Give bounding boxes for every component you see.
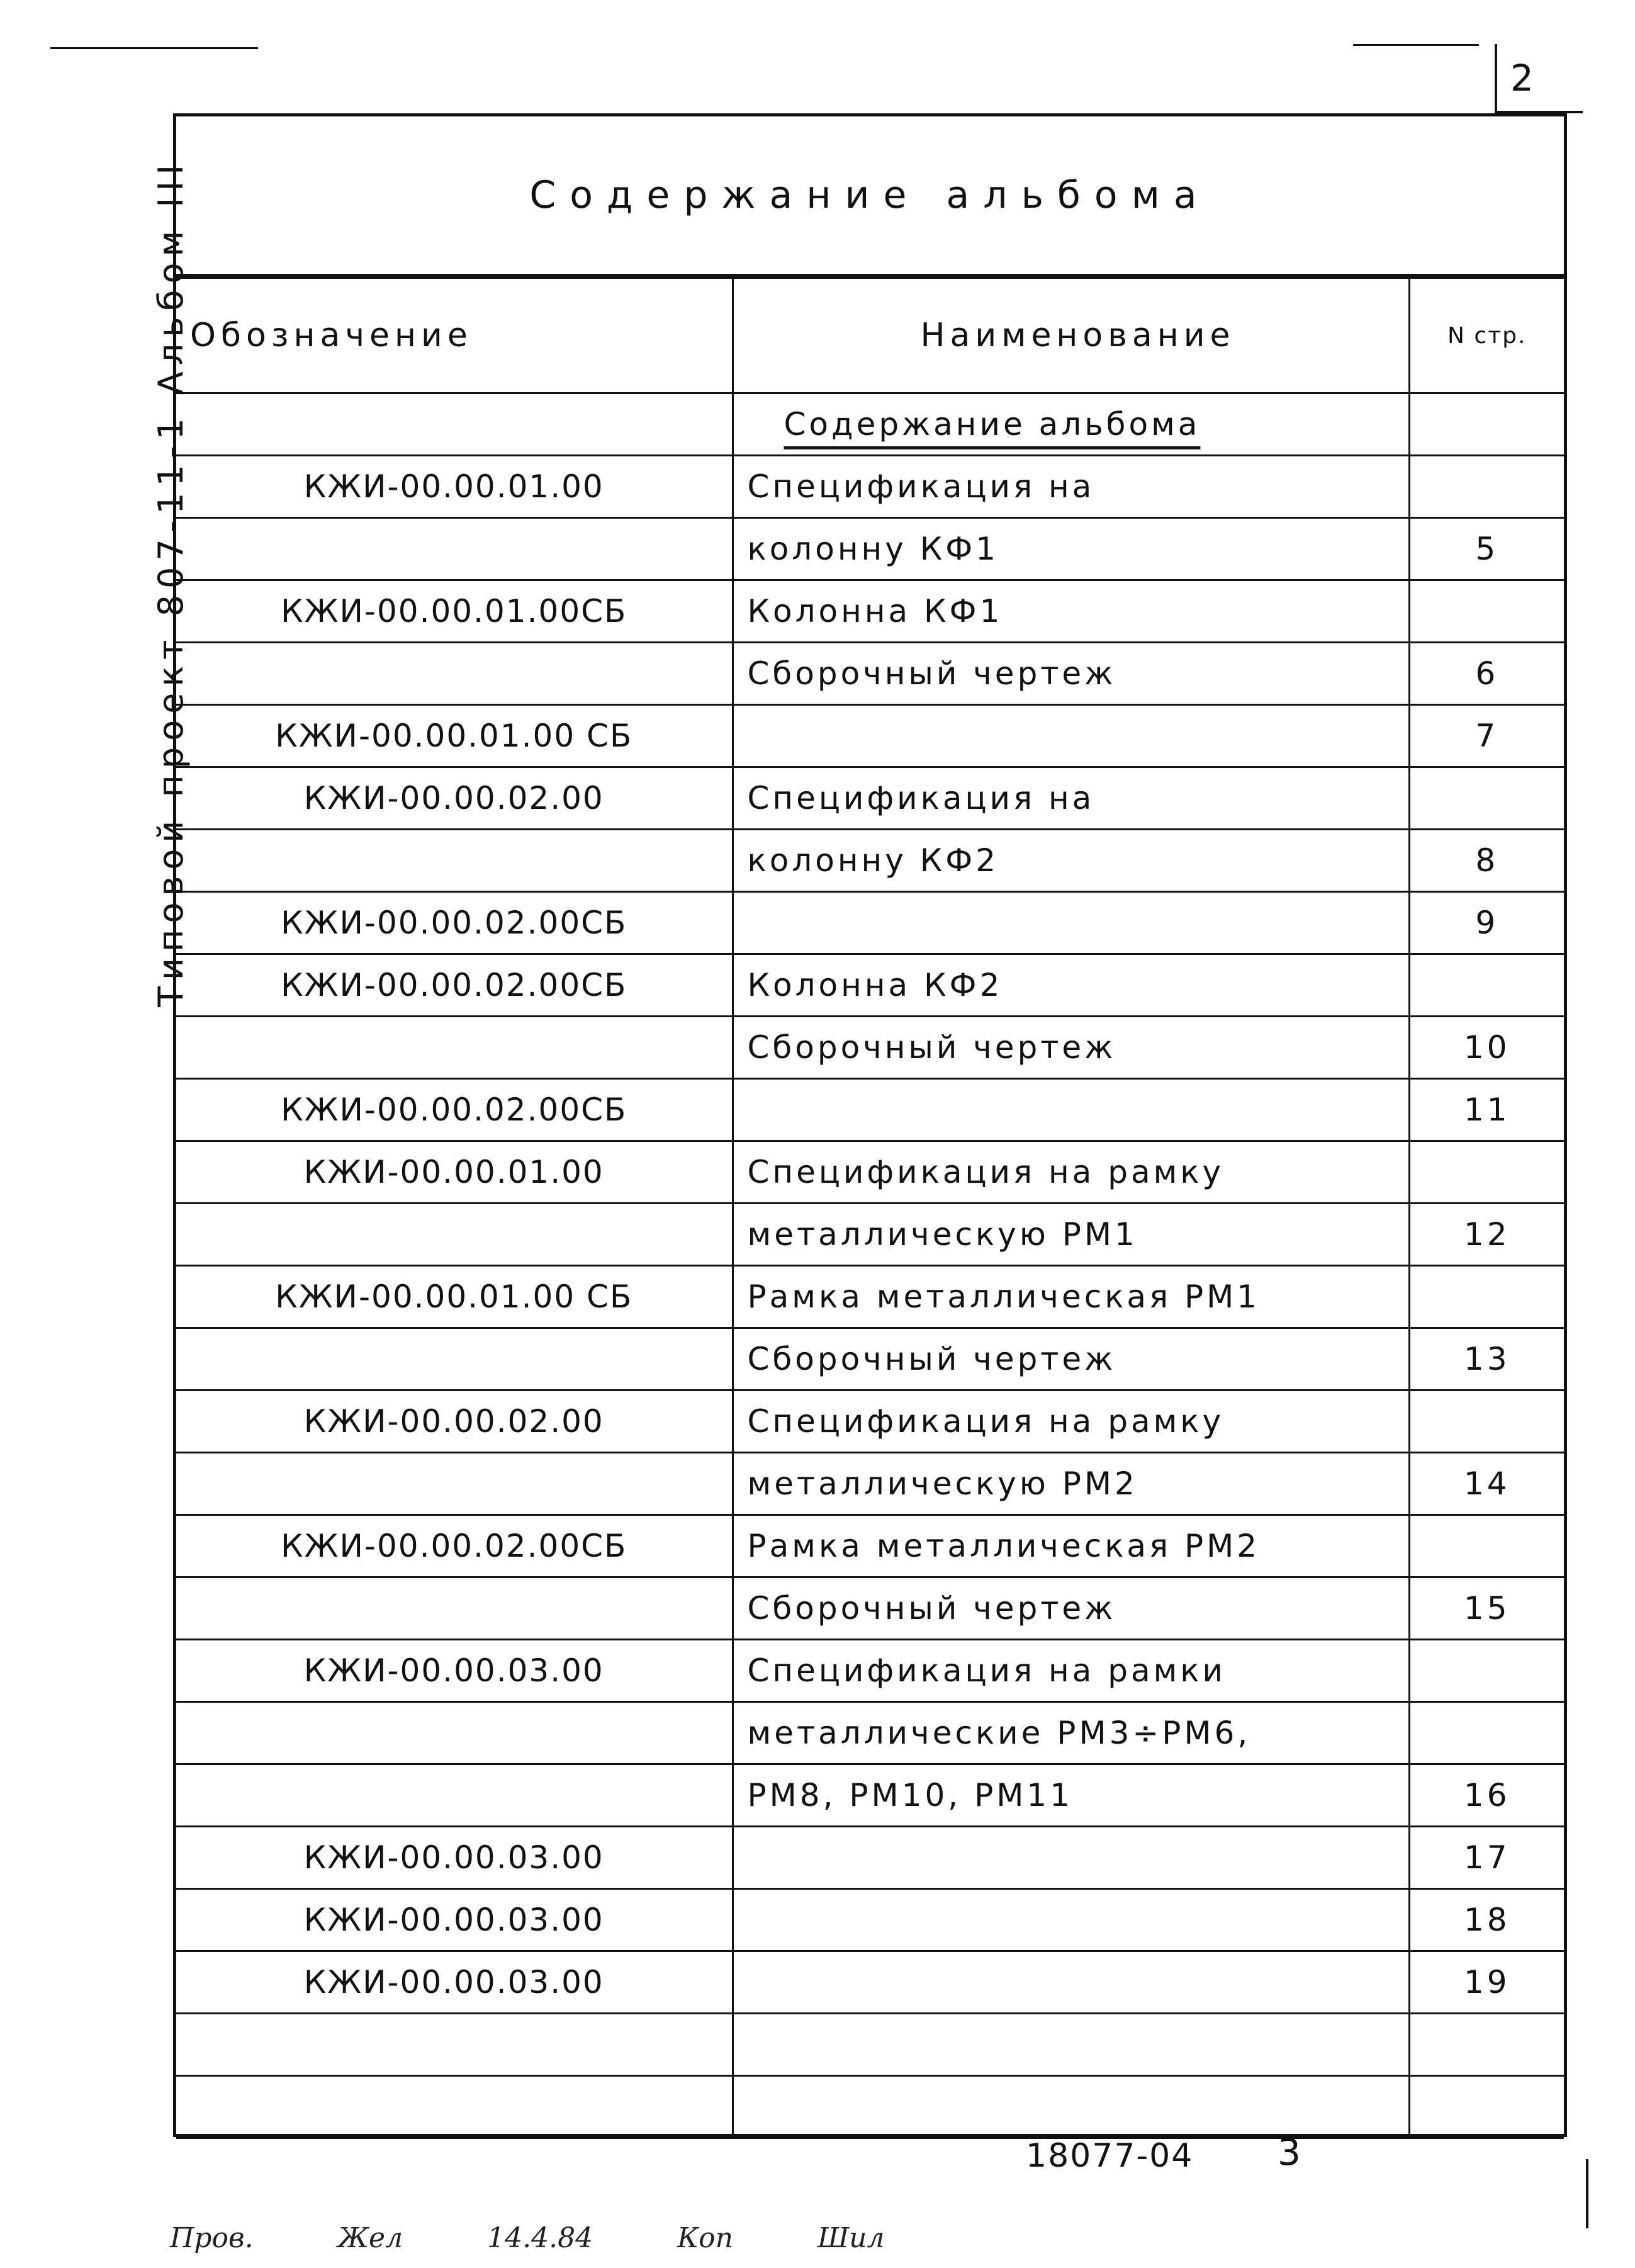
row-designation <box>176 1577 733 1640</box>
row-name: Спецификация на рамку <box>733 1391 1409 1453</box>
row-name: металлические РМ3÷РМ6, <box>733 1702 1409 1764</box>
designation-column-header: Обозначение <box>176 278 733 393</box>
row-designation <box>176 1328 733 1391</box>
row-name <box>733 2076 1409 2138</box>
row-designation <box>176 2014 733 2076</box>
row-name: Сборочный чертеж <box>733 1017 1409 1079</box>
row-name <box>733 1889 1409 1951</box>
table-row <box>176 1577 1564 1640</box>
signature-role: Коп <box>677 2222 733 2254</box>
table-row <box>176 1266 1564 1328</box>
row-page <box>1409 1266 1564 1328</box>
row-name: Сборочный чертеж <box>733 1328 1409 1391</box>
row-page: 15 <box>1409 1577 1564 1640</box>
signature-date: 14.4.84 <box>487 2222 593 2254</box>
table-row <box>176 1702 1564 1764</box>
table-row <box>176 393 1564 456</box>
row-name: Сборочный чертеж <box>733 643 1409 705</box>
row-designation <box>176 393 733 456</box>
table-row <box>176 456 1564 518</box>
row-page <box>1409 1391 1564 1453</box>
row-page <box>1409 767 1564 830</box>
table-row <box>176 1453 1564 1515</box>
row-name: Спецификация на <box>733 456 1409 518</box>
table-row <box>176 1017 1564 1079</box>
row-page: 17 <box>1409 1827 1564 1889</box>
row-designation <box>176 1702 733 1764</box>
row-designation: КЖИ-00.00.02.00СБ <box>176 1515 733 1577</box>
row-designation <box>176 1204 733 1266</box>
row-page <box>1409 2076 1564 2138</box>
row-page <box>1409 580 1564 643</box>
row-name: РМ8, РМ10, РМ11 <box>733 1764 1409 1827</box>
row-name <box>733 892 1409 954</box>
row-name: колонну КФ2 <box>733 830 1409 892</box>
document-code: 18077-04 <box>1026 2137 1194 2175</box>
row-designation <box>176 1764 733 1827</box>
signature-block <box>170 2222 960 2254</box>
row-designation <box>176 830 733 892</box>
table-row <box>176 1141 1564 1204</box>
row-name: Колонна КФ2 <box>733 954 1409 1017</box>
row-designation: КЖИ-00.00.03.00 <box>176 1889 733 1951</box>
row-designation: КЖИ-00.00.01.00 <box>176 1141 733 1204</box>
contents-sheet <box>173 113 1567 2137</box>
row-designation: КЖИ-00.00.02.00СБ <box>176 954 733 1017</box>
page-number: 2 <box>1510 57 1534 99</box>
row-page: 6 <box>1409 643 1564 705</box>
row-designation: КЖИ-00.00.01.00СБ <box>176 580 733 643</box>
table-row <box>176 767 1564 830</box>
page-number-frame-left <box>1495 44 1497 113</box>
row-page: 10 <box>1409 1017 1564 1079</box>
row-page <box>1409 393 1564 456</box>
row-name: металлическую РМ1 <box>733 1204 1409 1266</box>
album-side-label: Типовой проект 807-11-1 Альбом III <box>151 158 191 1007</box>
signature-role: Пров. <box>170 2222 254 2254</box>
table-row <box>176 954 1564 1017</box>
row-name: Рамка металлическая РМ2 <box>733 1515 1409 1577</box>
table-header-row <box>176 278 1564 393</box>
table-row <box>176 1827 1564 1889</box>
row-designation: КЖИ-00.00.01.00 СБ <box>176 705 733 767</box>
page-title: Содержание альбома <box>176 116 1564 277</box>
row-name <box>733 1951 1409 2014</box>
table-row <box>176 1391 1564 1453</box>
row-designation <box>176 518 733 580</box>
row-name: колонну КФ1 <box>733 518 1409 580</box>
row-designation <box>176 643 733 705</box>
table-row <box>176 1515 1564 1577</box>
row-name <box>733 2014 1409 2076</box>
table-row <box>176 705 1564 767</box>
row-designation <box>176 1453 733 1515</box>
row-name: Спецификация на рамку <box>733 1141 1409 1204</box>
row-page <box>1409 1640 1564 1702</box>
row-name: Содержание альбома <box>733 393 1409 456</box>
row-designation <box>176 1017 733 1079</box>
row-page: 7 <box>1409 705 1564 767</box>
row-page: 9 <box>1409 892 1564 954</box>
table-row <box>176 2014 1564 2076</box>
row-name: Сборочный чертеж <box>733 1577 1409 1640</box>
row-designation: КЖИ-00.00.03.00 <box>176 1640 733 1702</box>
row-name: металлическую РМ2 <box>733 1453 1409 1515</box>
row-designation: КЖИ-00.00.02.00 <box>176 767 733 830</box>
row-designation <box>176 2076 733 2138</box>
row-page: 18 <box>1409 1889 1564 1951</box>
row-page <box>1409 1515 1564 1577</box>
row-name: Колонна КФ1 <box>733 580 1409 643</box>
row-page: 11 <box>1409 1079 1564 1141</box>
table-row <box>176 1079 1564 1141</box>
table-row <box>176 518 1564 580</box>
name-column-header: Наименование <box>733 278 1409 393</box>
table-row <box>176 1951 1564 2014</box>
row-page <box>1409 1702 1564 1764</box>
row-page: 8 <box>1409 830 1564 892</box>
row-page: 13 <box>1409 1328 1564 1391</box>
signature-name: Шил <box>817 2222 885 2254</box>
table-row <box>176 1640 1564 1702</box>
page-column-header: N стр. <box>1409 278 1564 393</box>
row-page: 19 <box>1409 1951 1564 2014</box>
row-page <box>1409 954 1564 1017</box>
table-row <box>176 580 1564 643</box>
right-edge-mark <box>1586 2159 1588 2228</box>
table-row <box>176 2076 1564 2138</box>
row-designation: КЖИ-00.00.01.00 СБ <box>176 1266 733 1328</box>
contents-table <box>176 277 1564 2139</box>
sheet-number: 3 <box>1278 2131 1301 2174</box>
row-designation: КЖИ-00.00.02.00СБ <box>176 1079 733 1141</box>
row-name <box>733 1079 1409 1141</box>
row-designation: КЖИ-00.00.03.00 <box>176 1827 733 1889</box>
table-row <box>176 1764 1564 1827</box>
row-designation: КЖИ-00.00.02.00 <box>176 1391 733 1453</box>
row-page <box>1409 2014 1564 2076</box>
top-rule-right <box>1353 44 1479 46</box>
row-name: Спецификация на рамки <box>733 1640 1409 1702</box>
row-name: Рамка металлическая РМ1 <box>733 1266 1409 1328</box>
row-name <box>733 705 1409 767</box>
row-page: 16 <box>1409 1764 1564 1827</box>
row-designation: КЖИ-00.00.02.00СБ <box>176 892 733 954</box>
top-rule-left <box>50 47 258 49</box>
row-page: 14 <box>1409 1453 1564 1515</box>
row-designation: КЖИ-00.00.01.00 <box>176 456 733 518</box>
row-designation: КЖИ-00.00.03.00 <box>176 1951 733 2014</box>
row-page <box>1409 1141 1564 1204</box>
table-row <box>176 830 1564 892</box>
row-name: Спецификация на <box>733 767 1409 830</box>
table-row <box>176 1889 1564 1951</box>
row-page: 5 <box>1409 518 1564 580</box>
table-row <box>176 643 1564 705</box>
row-page <box>1409 456 1564 518</box>
table-row <box>176 892 1564 954</box>
row-name <box>733 1827 1409 1889</box>
table-row <box>176 1204 1564 1266</box>
row-page: 12 <box>1409 1204 1564 1266</box>
table-row <box>176 1328 1564 1391</box>
signature-name: Жел <box>337 2222 403 2254</box>
